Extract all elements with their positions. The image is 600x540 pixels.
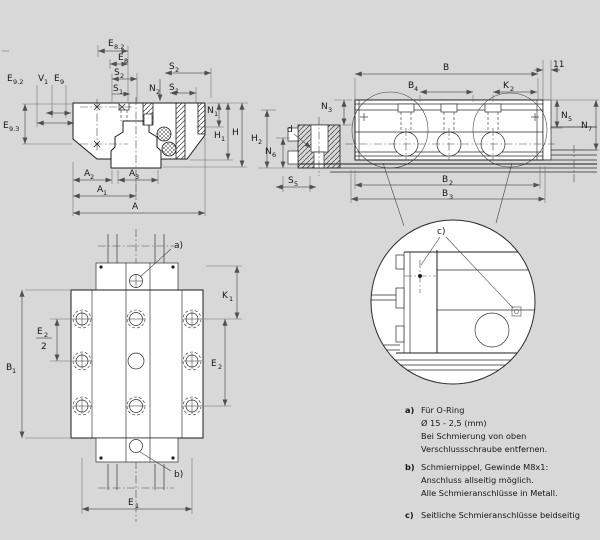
dim-label-h: H [232,128,239,138]
dim-label-b2: B [442,175,449,185]
dim-label-e8: E [118,53,124,63]
dim-label-e8-sub: 8 [124,57,129,65]
dim-label-h2: H [251,134,258,144]
note-c-marker: c) [405,510,414,520]
dim-label-n1: N [207,106,214,116]
dim-label-b1: B [6,363,13,373]
dim-label-n7: N [581,121,588,131]
dim-label-11: 11 [553,60,565,70]
dim-label-n7-sub: 7 [588,125,593,133]
dim-label-s1-right-sub: 1 [175,87,180,95]
dim-label-e1-sub: 1 [135,502,140,510]
bottom-lube-hole-b [130,440,143,453]
lube-channel-hatch [176,103,185,159]
side-lube-port-mark [418,274,422,278]
dim-label-k2-sub: 2 [510,85,515,93]
dim-label-k2: K [503,81,509,91]
dim-label-a3-sub: 3 [135,173,140,181]
dim-label-d: d [287,125,293,135]
note-c-line1: Seitliche Schmieranschlüsse beidseitig [421,510,580,520]
dim-label-a2-sub: 2 [90,173,95,181]
ball-lower [162,142,176,156]
dim-label-n5-sub: 5 [568,115,573,123]
dim-label-a1: A [97,185,104,195]
dim-label-v1: V [38,74,45,84]
note-b-marker: b) [405,462,415,472]
dim-label-e9-3: E [3,121,9,131]
note-a-line3: Bei Schmierung von oben [421,431,527,441]
dim-label-s1-left: S [113,84,119,94]
dim-label-e2-half-den: 2 [41,342,47,352]
dim-label-n2-sub: 2 [156,88,161,96]
dim-label-s5: S [288,176,294,186]
dim-label-k1-sub: 1 [229,295,234,303]
dim-label-e8-2-sub: 8.2 [114,43,125,51]
dim-label-h2-sub: 2 [258,138,263,146]
dim-label-s2-left-sub: 2 [120,72,125,80]
dim-label-a3: A [129,169,136,179]
dim-label-b: B [443,63,450,73]
dim-label-b2-sub: 2 [449,179,454,187]
dim-label-e9-2: E [7,74,13,84]
dim-label-b3: B [442,189,449,199]
dim-label-s1-right: S [169,83,175,93]
dim-label-n2: N [149,84,156,94]
dim-label-e2: E [211,359,217,369]
dim-label-e1: E [128,498,134,508]
dim-label-e9-3-sub: 9.3 [9,125,20,133]
dim-label-k1: K [222,291,228,301]
dim-label-e8-2: E [108,39,114,49]
dim-label-n6: N [265,147,272,157]
dim-label-h1: H [214,131,221,141]
dim-label-s5-sub: 5 [294,180,299,188]
ref-label-c: c) [437,227,446,237]
edge-section-hatch [198,103,205,134]
dim-label-n3-sub: 3 [328,106,333,114]
note-b-line3: Alle Schmieranschlüsse in Metall. [421,488,558,498]
hole-row2-center [128,353,144,369]
dim-label-e2-sub: 2 [218,363,223,371]
dim-label-a2: A [84,169,91,179]
dim-label-e9-2-sub: 9.2 [13,78,24,86]
dim-label-v1-sub: 1 [44,78,49,86]
dim-label-a: A [132,202,139,212]
note-b-line2: Anschluss allseitig möglich. [421,475,534,485]
rail-bolt-counterbore [311,125,328,152]
dim-label-n3: N [321,102,328,112]
ball-upper [157,127,171,141]
dim-label-a1-sub: 1 [103,189,108,197]
note-a-line4: Verschlussschraube entfernen. [421,444,548,454]
ref-label-a: a) [174,241,184,251]
dim-label-b4-sub: 4 [414,85,419,93]
dim-label-e2-half-num-sub: 2 [44,331,49,339]
dim-label-b3-sub: 3 [449,193,454,201]
dim-label-n1-sub: 1 [214,110,219,118]
dim-label-n5: N [561,111,568,121]
note-a-marker: a) [405,405,415,415]
dim-label-s2-right-sub: 2 [175,66,180,74]
ref-label-b: b) [174,470,184,480]
dim-label-b4: B [408,81,415,91]
dim-label-n6-sub: 6 [272,151,277,159]
dim-label-e9: E [54,74,60,84]
dim-label-s2-right: S [169,62,175,72]
dim-label-b1-sub: 1 [12,367,17,375]
note-a-line1: Für O-Ring [421,405,465,415]
dim-label-h1-sub: 1 [221,135,226,143]
dim-label-e2-half-num: E [37,327,43,337]
note-a-line2: Ø 15 - 2,5 (mm) [421,418,487,428]
dim-label-e9-sub: 9 [60,78,65,86]
dim-label-s1-left-sub: 1 [119,88,124,96]
note-b-line1: Schmiernippel, Gewinde M8x1: [421,462,549,472]
dim-label-s2-left: S [114,68,120,78]
